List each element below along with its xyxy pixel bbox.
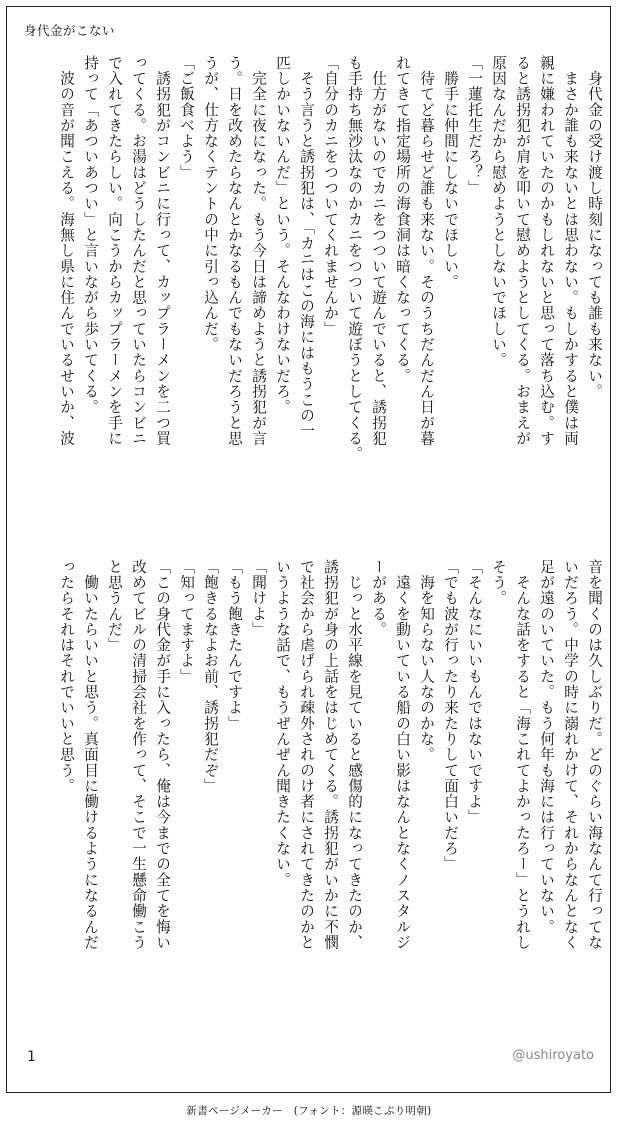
text-line: ーがある。	[370, 559, 387, 638]
text-line: と思うんだ」	[106, 559, 123, 653]
page-title: 身代金がこない	[24, 23, 116, 38]
text-line: 待てど暮らせど誰も来ない。そのうちだんだん日が暮	[418, 55, 435, 447]
text-line: 海を知らない人なのかな。	[418, 559, 435, 763]
text-line: 遠くを動いている船の白い影はなんとなくノスタルジ	[394, 559, 411, 951]
text-line: ってくる。お湯はどうしたんだと思っていたらコンビニ	[130, 55, 147, 447]
text-block-lower	[26, 559, 606, 1011]
text-line: じっと水平線を見ていると感傷的になってきたのか、	[346, 559, 363, 951]
text-line: 勝手に仲間にしないでほしい。	[442, 55, 459, 290]
text-line: 身代金の受け渡し時刻になっても誰も来ない。	[586, 55, 603, 400]
text-line: 仕方がないのでカニをつついて遊んでいると、誘拐犯	[370, 55, 387, 447]
novel-page	[6, 6, 611, 1093]
text-line: 「そんなにいいもんではないですよ」	[466, 559, 483, 826]
text-line: そう。	[490, 559, 507, 606]
text-line: 原因なんだから慰めようとしないでほしい。	[490, 55, 507, 368]
text-line: 「自分のカニをつついてくれませんか」	[322, 55, 339, 337]
text-line: 「飽きるなよお前、誘拐犯だぞ」	[202, 559, 219, 794]
text-line: 音を聞くのは久しぶりだ。どのぐらい海なんて行ってな	[586, 559, 603, 951]
text-line: 誘拐犯が身の上話をはじめてくる。誘拐犯がいかに不憫	[322, 559, 339, 951]
text-line: 「この身代金が手に入ったら、俺は今までの全てを悔い	[154, 559, 171, 951]
text-line: う。日を改めたらなんとかなるもんでもないだろうと思	[226, 55, 243, 447]
text-line: 足が遠のいていた。もう何年も海には行っていない。	[538, 559, 555, 935]
text-line: いうような話で、もうぜんぜん聞きたくない。	[274, 559, 291, 888]
text-line: いだろう。中学の時に溺れかけて、それからなんとなく	[562, 559, 579, 951]
text-line: 持って「あついあつい」と言いながら歩いてくる。	[82, 55, 99, 415]
text-line: れてきて指定場所の海食洞は暗くなってくる。	[394, 55, 411, 384]
text-line: 完全に夜になった。もう今日は諦めようと誘拐犯が言	[250, 55, 267, 447]
text-line: 波の音が聞こえる。海無し県に住んでいるせいか、波	[58, 55, 75, 447]
generator-credit: 新書ページメーカー (フォント：源暎こぶり明朝)	[186, 1105, 432, 1117]
text-line: そんな話をすると「海これてよかったろー」とうれし	[514, 559, 531, 951]
text-line: ると誘拐犯が肩を叩いて慰めようとしてくる。おまえが	[514, 55, 531, 447]
text-line: で入れてきたらしい。向こうからカップラーメンを手に	[106, 55, 123, 447]
text-line: 改めてビルの清掃会社を作って、そこで一生懸命働こう	[130, 559, 147, 951]
text-line: で社会から虐げられ疎外されのけ者にされてきたのかと	[298, 559, 315, 951]
text-line: そう言うと誘拐犯は、「カニはこの海にはもうこの一	[298, 55, 315, 439]
text-line: 「ご飯食べよう」	[178, 55, 195, 181]
text-line: うが、仕方なくテントの中に引っ込んだ。	[202, 55, 219, 353]
text-line: まさか誰も来ないとは思わない。もしかすると僕は両	[562, 55, 579, 447]
text-line: 「でも波が行ったり来たりして面白いだろ」	[442, 559, 459, 872]
page-number: 1	[27, 1049, 36, 1065]
text-line: 誘拐犯がコンビニに行って、カップラーメンを二つ買	[154, 55, 171, 447]
text-line: 「知ってますよ」	[178, 559, 195, 685]
text-line: 匹しかいないんだ」という。そんなわけないだろ。	[274, 55, 291, 415]
text-line: 親に嫌われていたのかもしれないと思って落ち込む。す	[538, 55, 555, 447]
text-line: 「一蓮托生だろ？」	[466, 55, 483, 196]
author-handle: @ushiroyato	[512, 1048, 594, 1063]
text-line: ったらそれはそれでいいと思う。	[58, 559, 75, 794]
text-line: 働いたらいいと思う。真面目に働けるようになるんだ	[82, 559, 99, 951]
text-line: 「もう飽きたんですよ」	[226, 559, 243, 732]
text-block-upper	[26, 55, 606, 520]
text-line: 「聞けよ」	[250, 559, 267, 638]
text-line: も手持ち無沙汰なのかカニをつついて遊ぼうとしてくる。	[346, 55, 363, 462]
